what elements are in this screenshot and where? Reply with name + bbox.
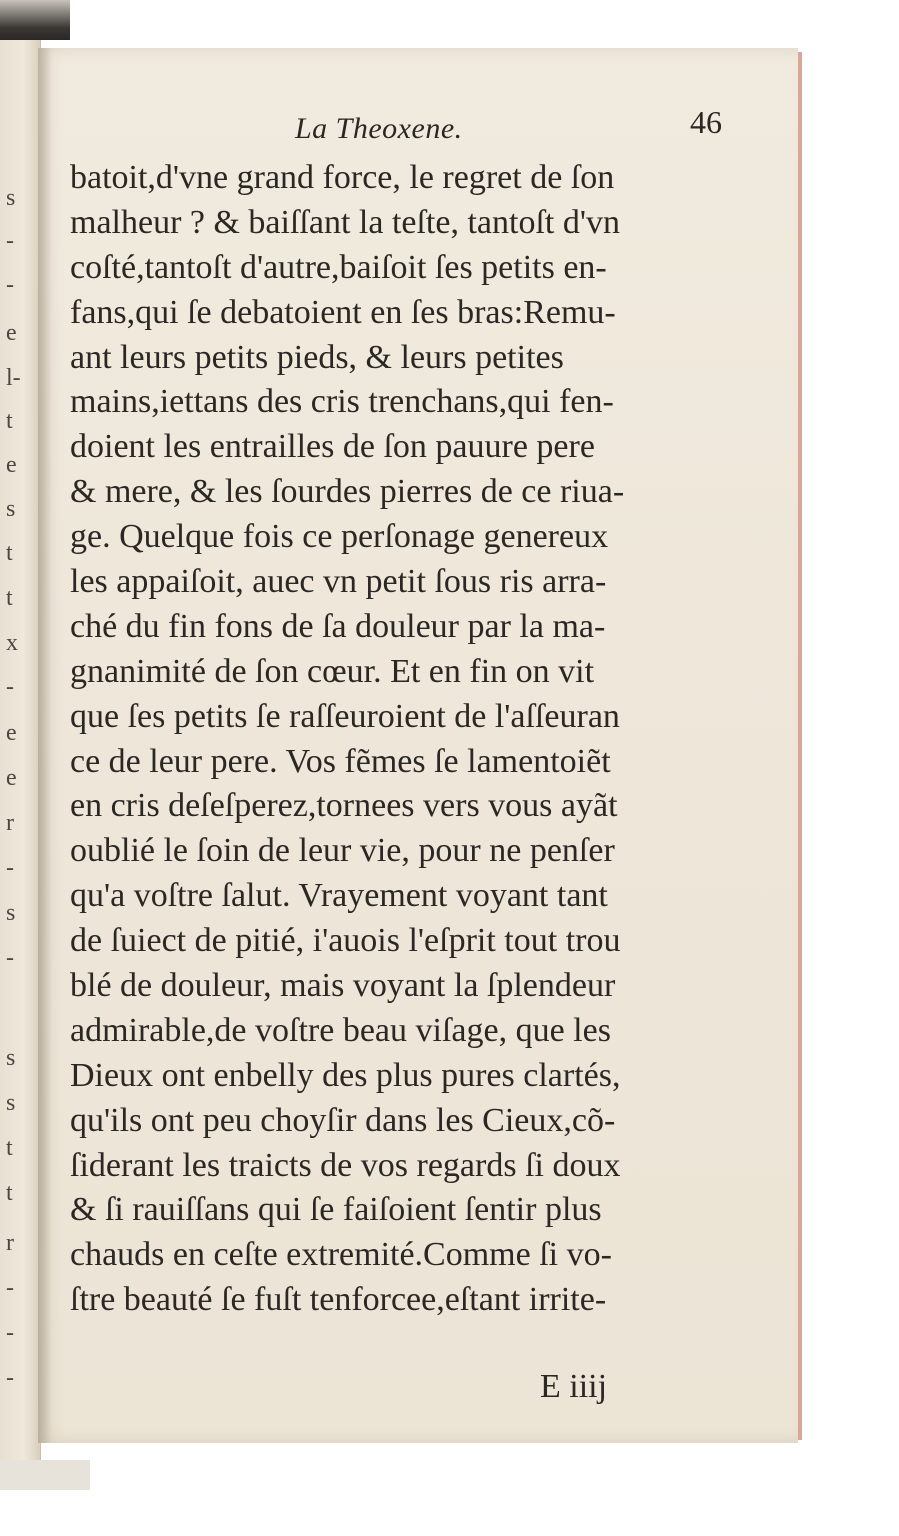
text-line: mains,iettans des cris trenchans,qui fen- <box>70 383 614 421</box>
margin-letter: t <box>6 1180 13 1206</box>
margin-letter: t <box>6 1135 13 1161</box>
text-line: malheur ? & baiſſant la teſte, tantoſt d'vn <box>70 203 620 241</box>
text-line: batoit,d'vne grand force, le regret de ſon <box>70 159 615 196</box>
text-line: qu'ils ont peu choyſir dans les Cieux,cõ- <box>70 1101 616 1139</box>
margin-letter: s <box>6 496 16 522</box>
margin-letter: e <box>6 765 17 791</box>
text-line: ce de leur pere. Vos fẽmes ſe lamentoiẽt <box>70 742 611 780</box>
margin-letter: s <box>6 185 16 211</box>
margin-letter: - <box>6 272 14 298</box>
text-line: les appaiſoit, auec vn petit ſous ris arra- <box>70 563 607 601</box>
signature-mark: E iiij <box>540 1368 608 1405</box>
margin-letter: l- <box>6 365 21 391</box>
margin-letter: r <box>6 810 14 836</box>
text-line: admirable,de voſtre beau viſage, que les <box>70 1011 611 1049</box>
page-gutter-shadow <box>38 48 52 1443</box>
margin-letter: x <box>6 630 18 656</box>
margin-letter: s <box>6 1045 16 1071</box>
page-foot-edge <box>0 1460 90 1490</box>
red-page-edge <box>798 52 802 1440</box>
margin-letter: t <box>6 540 13 566</box>
text-line: ſtre beauté ſe fuſt tenforcee,eſtant irrite- <box>70 1281 607 1319</box>
facing-page-margin-letters <box>0 40 40 1460</box>
margin-letter: - <box>6 945 14 971</box>
margin-letter: e <box>6 452 17 478</box>
text-line: doient les entrailles de ſon pauure pere <box>70 428 595 466</box>
text-line: qu'a voſtre ſalut. Vrayement voyant tant <box>70 877 608 915</box>
text-line: oublié le ſoin de leur vie, pour ne penſer <box>70 832 615 870</box>
margin-letter: s <box>6 900 16 926</box>
text-line: gnanimité de ſon cœur. Et en fin on vit <box>70 652 595 690</box>
text-line: en cris deſeſperez,tornees vers vous ayãt <box>70 787 618 825</box>
page-number: 46 <box>690 104 722 140</box>
text-line: coſté,tantoſt d'autre,baiſoit ſes petits en- <box>70 248 607 286</box>
page-text-block <box>70 156 770 1323</box>
margin-letter: - <box>6 228 14 254</box>
margin-letter: e <box>6 720 17 746</box>
margin-letter: t <box>6 408 13 434</box>
text-line: & mere, & les ſourdes pierres de ce riua- <box>70 473 625 511</box>
text-line: fans,qui ſe debatoient en ſes bras:Remu- <box>70 293 616 331</box>
text-line: Dieux ont enbelly des plus pures clartés, <box>70 1056 621 1094</box>
margin-letter: e <box>6 320 17 346</box>
text-line: ge. Quelque fois ce perſonage genereux <box>70 518 609 556</box>
margin-letter: t <box>6 585 13 611</box>
margin-letter: - <box>6 1275 14 1301</box>
margin-letter: - <box>6 1320 14 1346</box>
running-head: La Theoxene. <box>295 112 463 145</box>
text-line: & ſi rauiſſans qui ſe faiſoient ſentir plus <box>70 1191 602 1229</box>
binding-shadow <box>0 0 70 40</box>
margin-letter: r <box>6 1230 14 1256</box>
text-line: ché du fin fons de ſa douleur par la ma- <box>70 607 606 645</box>
facing-page-edge <box>0 40 41 1460</box>
text-line: ant leurs petits pieds, & leurs petites <box>70 338 564 376</box>
text-line: de ſuiect de pitié, i'auois l'eſprit tout trou <box>70 922 621 960</box>
margin-letter: - <box>6 674 14 700</box>
text-line: ſiderant les traicts de vos regards ſi doux <box>70 1146 621 1184</box>
text-line: que ſes petits ſe raſſeuroient de l'aſſeuran <box>70 697 620 735</box>
margin-letter: - <box>6 855 14 881</box>
text-line: chauds en ceſte extremité.Comme ſi vo- <box>70 1236 612 1274</box>
margin-letter: - <box>6 1365 14 1391</box>
text-line: blé de douleur, mais voyant la ſplendeur <box>70 967 616 1005</box>
margin-letter: s <box>6 1090 16 1116</box>
